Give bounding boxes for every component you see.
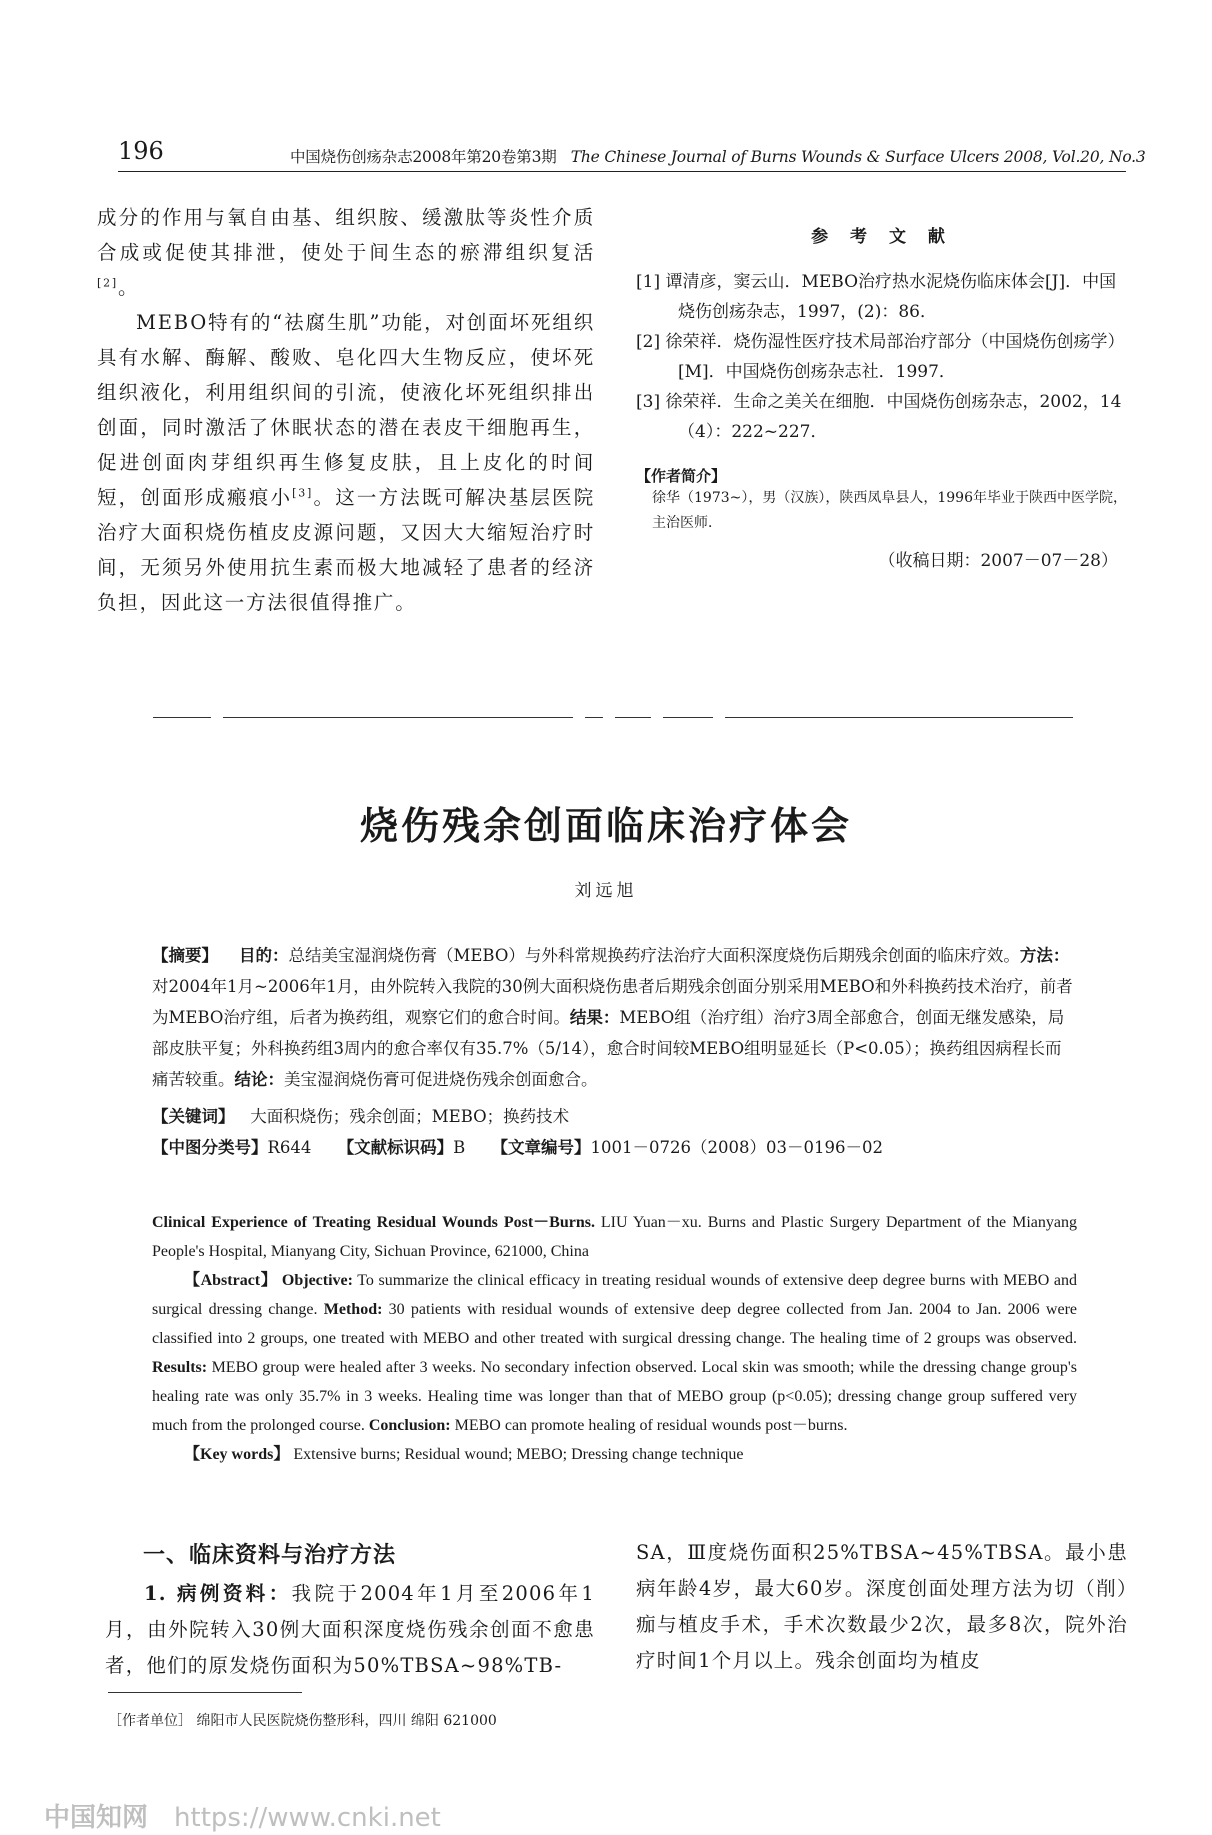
en-keywords: 【Key words】 Extensive burns; Residual wound; MEBO; Dressing change technique xyxy=(184,1446,744,1463)
cnki-url: https://www.cnki.net xyxy=(174,1803,441,1833)
prev-paragraph-2: MEBO特有的“祛腐生肌”功能，对创面坏死组织具有水解、酶解、酸败、皂化四大生物反应，使坏死组织液化，利用组织间的引流，使液化坏死组织排出创面，同时激活了休眠状态的潜在表皮干细胞再生，促进创面肉芽组织再生修复皮肤，且上皮化的时间短，创面形成瘢痕小[3]。这一方法既可解决基层医院治疗大面积烧伤植皮皮源问题，又因大大缩短治疗时间，无须另外使用抗生素而极大地减轻了患者的经济负担，因此这一方法很值得推广。 xyxy=(97,311,595,614)
reference-item: [3] 徐荣祥．生命之美关在细胞．中国烧伤创疡杂志，2002，14（4）：222~227． xyxy=(636,392,1122,442)
journal-name-en: The Chinese Journal of Burns Wounds & Surface Ulcers 2008, Vol.20, No.3 xyxy=(570,148,1146,166)
received-date: （收稿日期：2007－07－28） xyxy=(878,551,1118,571)
article-divider xyxy=(153,717,1073,718)
body-paragraph: 1. 病例资料：我院于2004年1月至2006年1月，由外院转入30例大面积深度烧伤残余创面不愈患者，他们的原发烧伤面积为50%TBSA~98%TB- xyxy=(105,1582,596,1677)
reference-item: [1] 谭清彦，窦云山．MEBO治疗热水泥烧伤临床体会[J]．中国烧伤创疡杂志，1997，(2)：86． xyxy=(636,272,1117,322)
references-column xyxy=(636,222,1128,571)
journal-name-cn: 中国烧伤创疡杂志2008年第20卷第3期 xyxy=(290,148,557,166)
body-right-column xyxy=(636,1535,1128,1679)
prev-paragraph-1: 成分的作用与氧自由基、组织胺、缓激肽等炎性介质合成或促使其排泄，使处于间生态的瘀滞组织复活[2]。 xyxy=(97,206,595,299)
citation-3: [3] xyxy=(292,486,314,500)
author-intro: 徐华（1973~），男（汉族），陕西凤阜县人，1996年毕业于陕西中医学院，主治医师． xyxy=(652,490,1127,531)
en-abstract-text: 【Abstract】 Objective: To summarize the clinical efficacy in treating residual wounds of extensive deep degree burns with MEBO and surgical dressing change. Method: 30 patients with residual wounds of extensive deep degree collected from Jan. 2004 to Jan. 2006 were classified into 2 groups, one treated with MEBO and other treated with surgical dressing change. The healing time of 2 groups was observed. Results: MEBO group were healed after 3 weeks. No secondary infection observed. Local skin was smooth; while the dressing change group's healing rate was only 35.7% in 3 weeks. Healing time was longer than that of MEBO group (p<0.05); dressing change group suffered very much from the prolonged course. Conclusion: MEBO can promote healing of residual wounds post－burns. xyxy=(152,1272,1077,1434)
page-number: 196 xyxy=(118,137,164,165)
footnote-rule xyxy=(108,1692,302,1693)
prev-article-body xyxy=(97,200,595,620)
classification-line: 【中图分类号】R644 【文献标识码】B 【文章编号】1001－0726（2008）03－0196－02 xyxy=(152,1138,883,1157)
section-heading: 一、临床资料与治疗方法 xyxy=(143,1542,397,1568)
abstract-cn-text: 【摘要】 目的：总结美宝湿润烧伤膏（MEBO）与外科常规换药疗法治疗大面积深度烧伤后期残余创面的临床疗效。方法：对2004年1月~2006年1月，由外院转入我院的30例大面积烧伤患者后期残余创面分别采用MEBO和外科换药技术治疗，前者为MEBO治疗组，后者为换药组，观察它们的愈合时间。结果：MEBO组（治疗组）治疗3周全部愈合，创面无继发感染，局部皮肤平复；外科换药组3周内的愈合率仅有35.7%（5/14），愈合时间较MEBO组明显延长（P<0.05）；换药组因病程长而痛苦较重。结论：美宝湿润烧伤膏可促进烧伤残余创面愈合。 xyxy=(152,946,1073,1089)
references-title: 参 考 文 献 xyxy=(811,227,953,247)
en-title-line: Clinical Experience of Treating Residual Wounds Post－Burns. LIU Yuan－xu. Burns and Plastic Surgery Department of the Mianyang People's Hospital, Mianyang City, Sichuan Province, 621000, China xyxy=(152,1214,1077,1260)
affiliation-footnote: ［作者单位］ 绵阳市人民医院烧伤整形科，四川 绵阳 621000 xyxy=(108,1713,497,1729)
reference-item: [2] 徐荣祥．烧伤湿性医疗技术局部治疗部分（中国烧伤创疡学）[M]．中国烧伤创疡杂志社．1997． xyxy=(636,332,1125,382)
author-intro-label: 【作者简介】 xyxy=(636,467,727,485)
article-title: 烧伤残余创面临床治疗体会 xyxy=(359,804,852,848)
article-author: 刘远旭 xyxy=(574,881,638,901)
keywords-cn: 【关键词】 大面积烧伤；残余创面；MEBO；换药技术 xyxy=(152,1107,570,1126)
body-paragraph-continued: SA，Ⅲ度烧伤面积25%TBSA~45%TBSA。最小患病年龄4岁，最大60岁。深度创面处理方法为切（削）痂与植皮手术，手术次数最少2次，最多8次，院外治疗时间1个月以上。残余创面均为植皮 xyxy=(636,1541,1128,1672)
running-header xyxy=(290,145,1146,167)
header-rule xyxy=(118,171,1126,172)
cnki-watermark xyxy=(44,1797,441,1834)
abstract-cn xyxy=(152,940,1077,1163)
citation-2: [2] xyxy=(97,276,118,290)
cnki-logo: 中国知网 xyxy=(44,1803,149,1833)
body-left-column xyxy=(105,1576,595,1684)
abstract-en xyxy=(152,1208,1077,1469)
